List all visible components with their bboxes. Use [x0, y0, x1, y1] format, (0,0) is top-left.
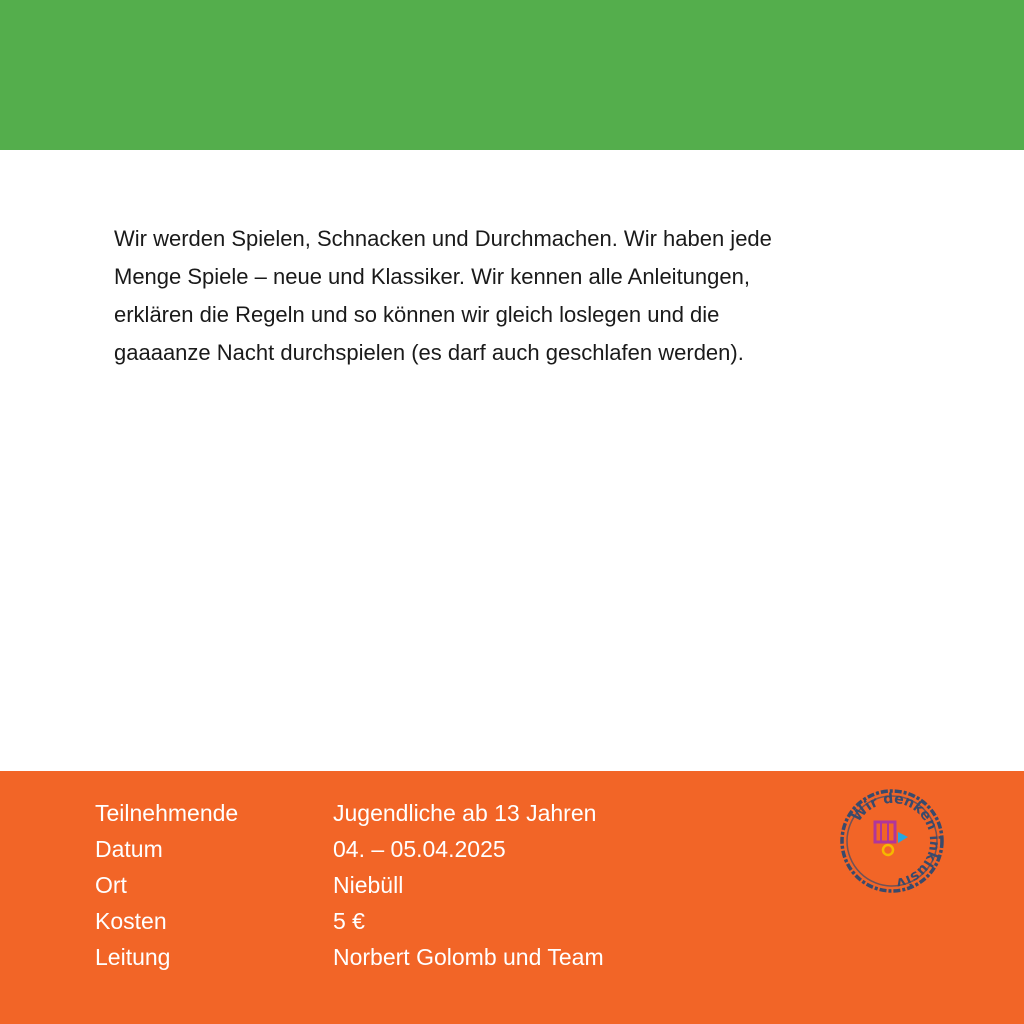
- top-color-band: [0, 0, 1024, 150]
- info-row-participants: [95, 795, 604, 831]
- info-row-lead: [95, 939, 604, 975]
- info-value: 5 €: [333, 907, 365, 934]
- info-value: Norbert Golomb und Team: [333, 943, 604, 970]
- info-row-date: [95, 831, 604, 867]
- stamp-purple-square-icon: [875, 822, 895, 842]
- event-info-panel: [0, 771, 1024, 1024]
- info-label: Datum: [95, 835, 163, 862]
- info-label: Kosten: [95, 907, 167, 934]
- info-label: Teilnehmende: [95, 799, 239, 826]
- description-line: erklären die Regeln und so können wir gleich loslegen und die: [114, 302, 720, 327]
- stamp-yellow-circle-icon: [883, 845, 893, 855]
- info-value: Jugendliche ab 13 Jahren: [333, 799, 597, 826]
- stamp-blue-triangle-icon: [898, 832, 908, 843]
- info-value: 04. – 05.04.2025: [333, 835, 506, 862]
- info-row-cost: [95, 903, 604, 939]
- info-label: Leitung: [95, 943, 171, 970]
- event-description: [114, 220, 914, 372]
- event-info-table: [95, 795, 604, 975]
- description-line: Menge Spiele – neue und Klassiker. Wir kennen alle Anleitungen,: [114, 264, 750, 289]
- description-line: Wir werden Spielen, Schnacken und Durchmachen. Wir haben jede: [114, 226, 772, 251]
- stamp-text-path: Wir denken inklusiv: [848, 790, 943, 891]
- info-value: Niebüll: [333, 871, 404, 898]
- description-line: gaaaanze Nacht durchspielen (es darf auch geschlafen werden).: [114, 340, 744, 365]
- info-row-location: [95, 867, 604, 903]
- info-label: Ort: [95, 871, 127, 898]
- inclusion-stamp-logo: [838, 787, 946, 895]
